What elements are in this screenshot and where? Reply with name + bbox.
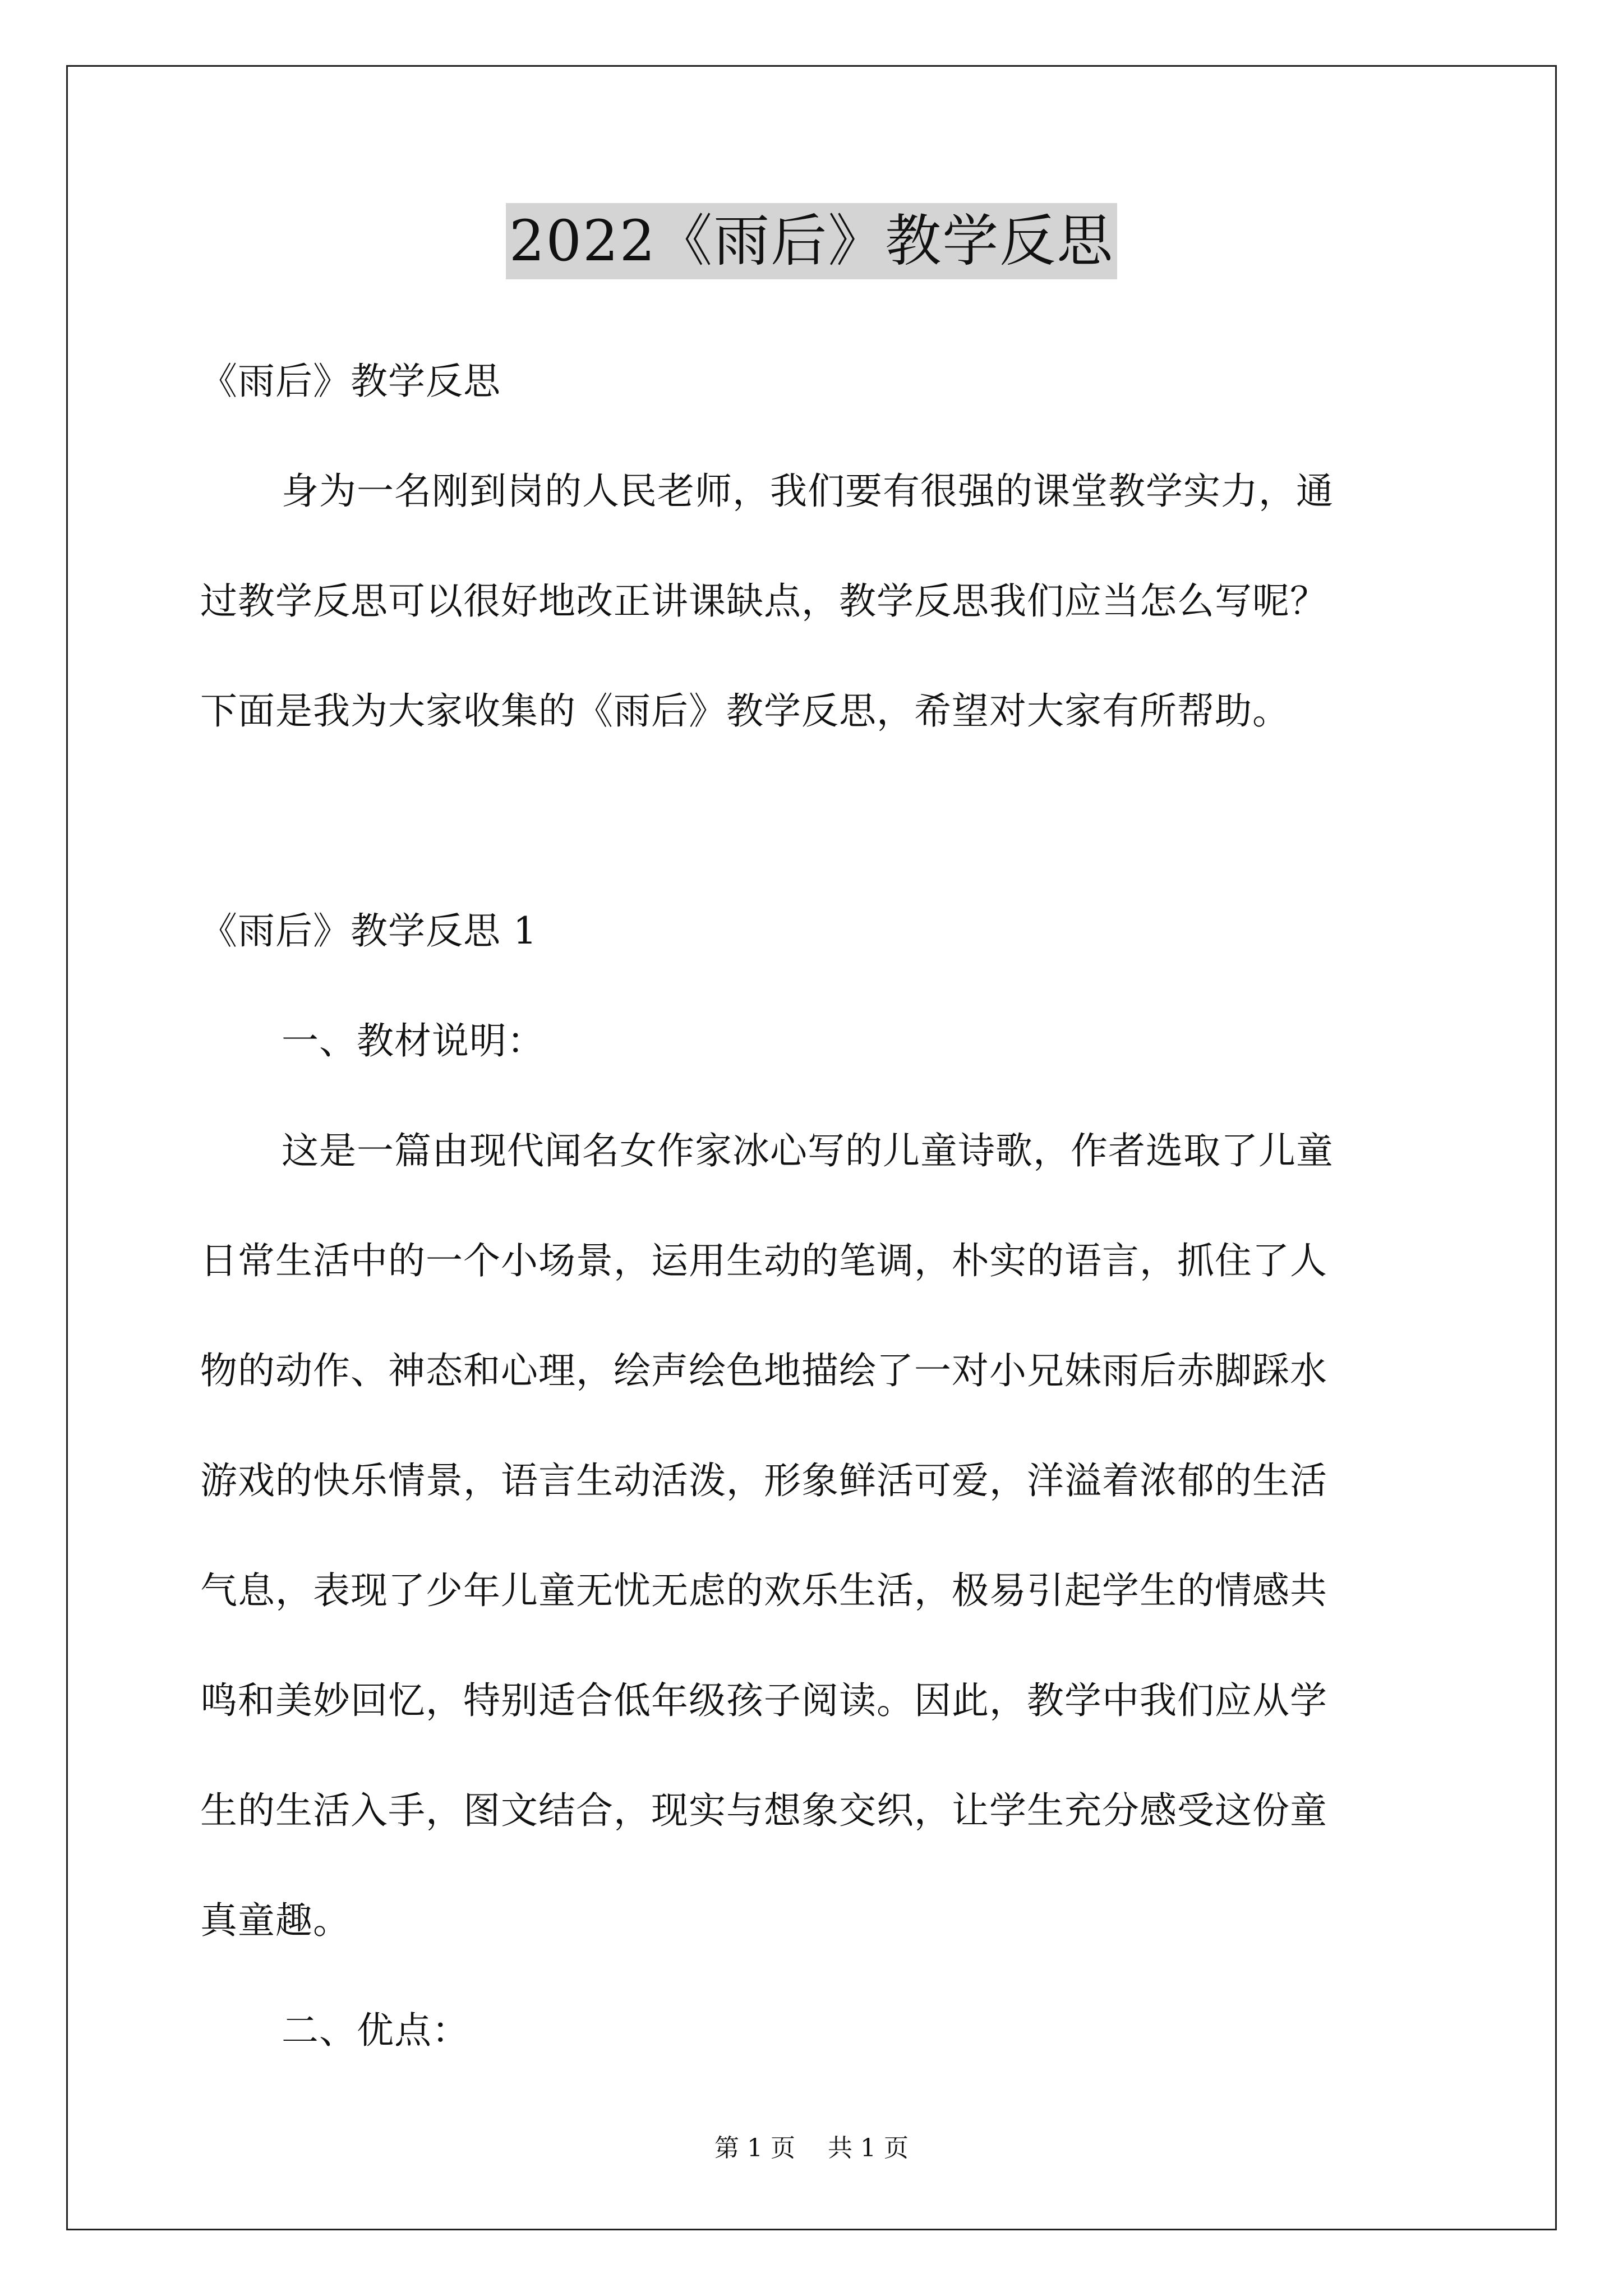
paragraph-line: 这是一篇由现代闻名女作家冰心写的儿童诗歌，作者选取了儿童	[282, 1129, 1334, 1172]
document-title: 2022《雨后》教学反思	[506, 203, 1118, 279]
title-container	[0, 203, 1623, 279]
subsection-heading: 一、教材说明：	[282, 1019, 545, 1062]
paragraph-line: 下面是我为大家收集的《雨后》教学反思，希望对大家有所帮助。	[200, 689, 1290, 733]
page-footer	[0, 2132, 1623, 2165]
paragraph-line: 过教学反思可以很好地改正讲课缺点，教学反思我们应当怎么写呢？	[200, 579, 1327, 623]
paragraph-line: 日常生活中的一个小场景，运用生动的笔调，朴实的语言，抓住了人	[200, 1239, 1327, 1282]
paragraph-line: 游戏的快乐情景，语言生动活泼，形象鲜活可爱，洋溢着浓郁的生活	[200, 1459, 1327, 1502]
paragraph-line: 真童趣。	[200, 1899, 351, 1942]
document-body	[200, 326, 1434, 2086]
paragraph-line: 物的动作、神态和心理，绘声绘色地描绘了一对小兄妹雨后赤脚踩水	[200, 1349, 1327, 1392]
page-total: 共 1 页	[828, 2134, 909, 2162]
blank-line	[200, 766, 1434, 876]
paragraph-line: 鸣和美妙回忆，特别适合低年级孩子阅读。因此，教学中我们应从学	[200, 1679, 1327, 1722]
section-heading: 《雨后》教学反思 1	[200, 909, 537, 953]
page-number: 第 1 页	[714, 2134, 795, 2162]
subtitle-line: 《雨后》教学反思	[200, 360, 501, 403]
paragraph-line: 生的生活入手，图文结合，现实与想象交织，让学生充分感受这份童	[200, 1789, 1327, 1832]
paragraph-line: 身为一名刚到岗的人民老师，我们要有很强的课堂教学实力，通	[282, 470, 1334, 513]
paragraph-line: 气息，表现了少年儿童无忧无虑的欢乐生活，极易引起学生的情感共	[200, 1569, 1327, 1612]
subsection-heading: 二、优点：	[282, 2009, 469, 2052]
